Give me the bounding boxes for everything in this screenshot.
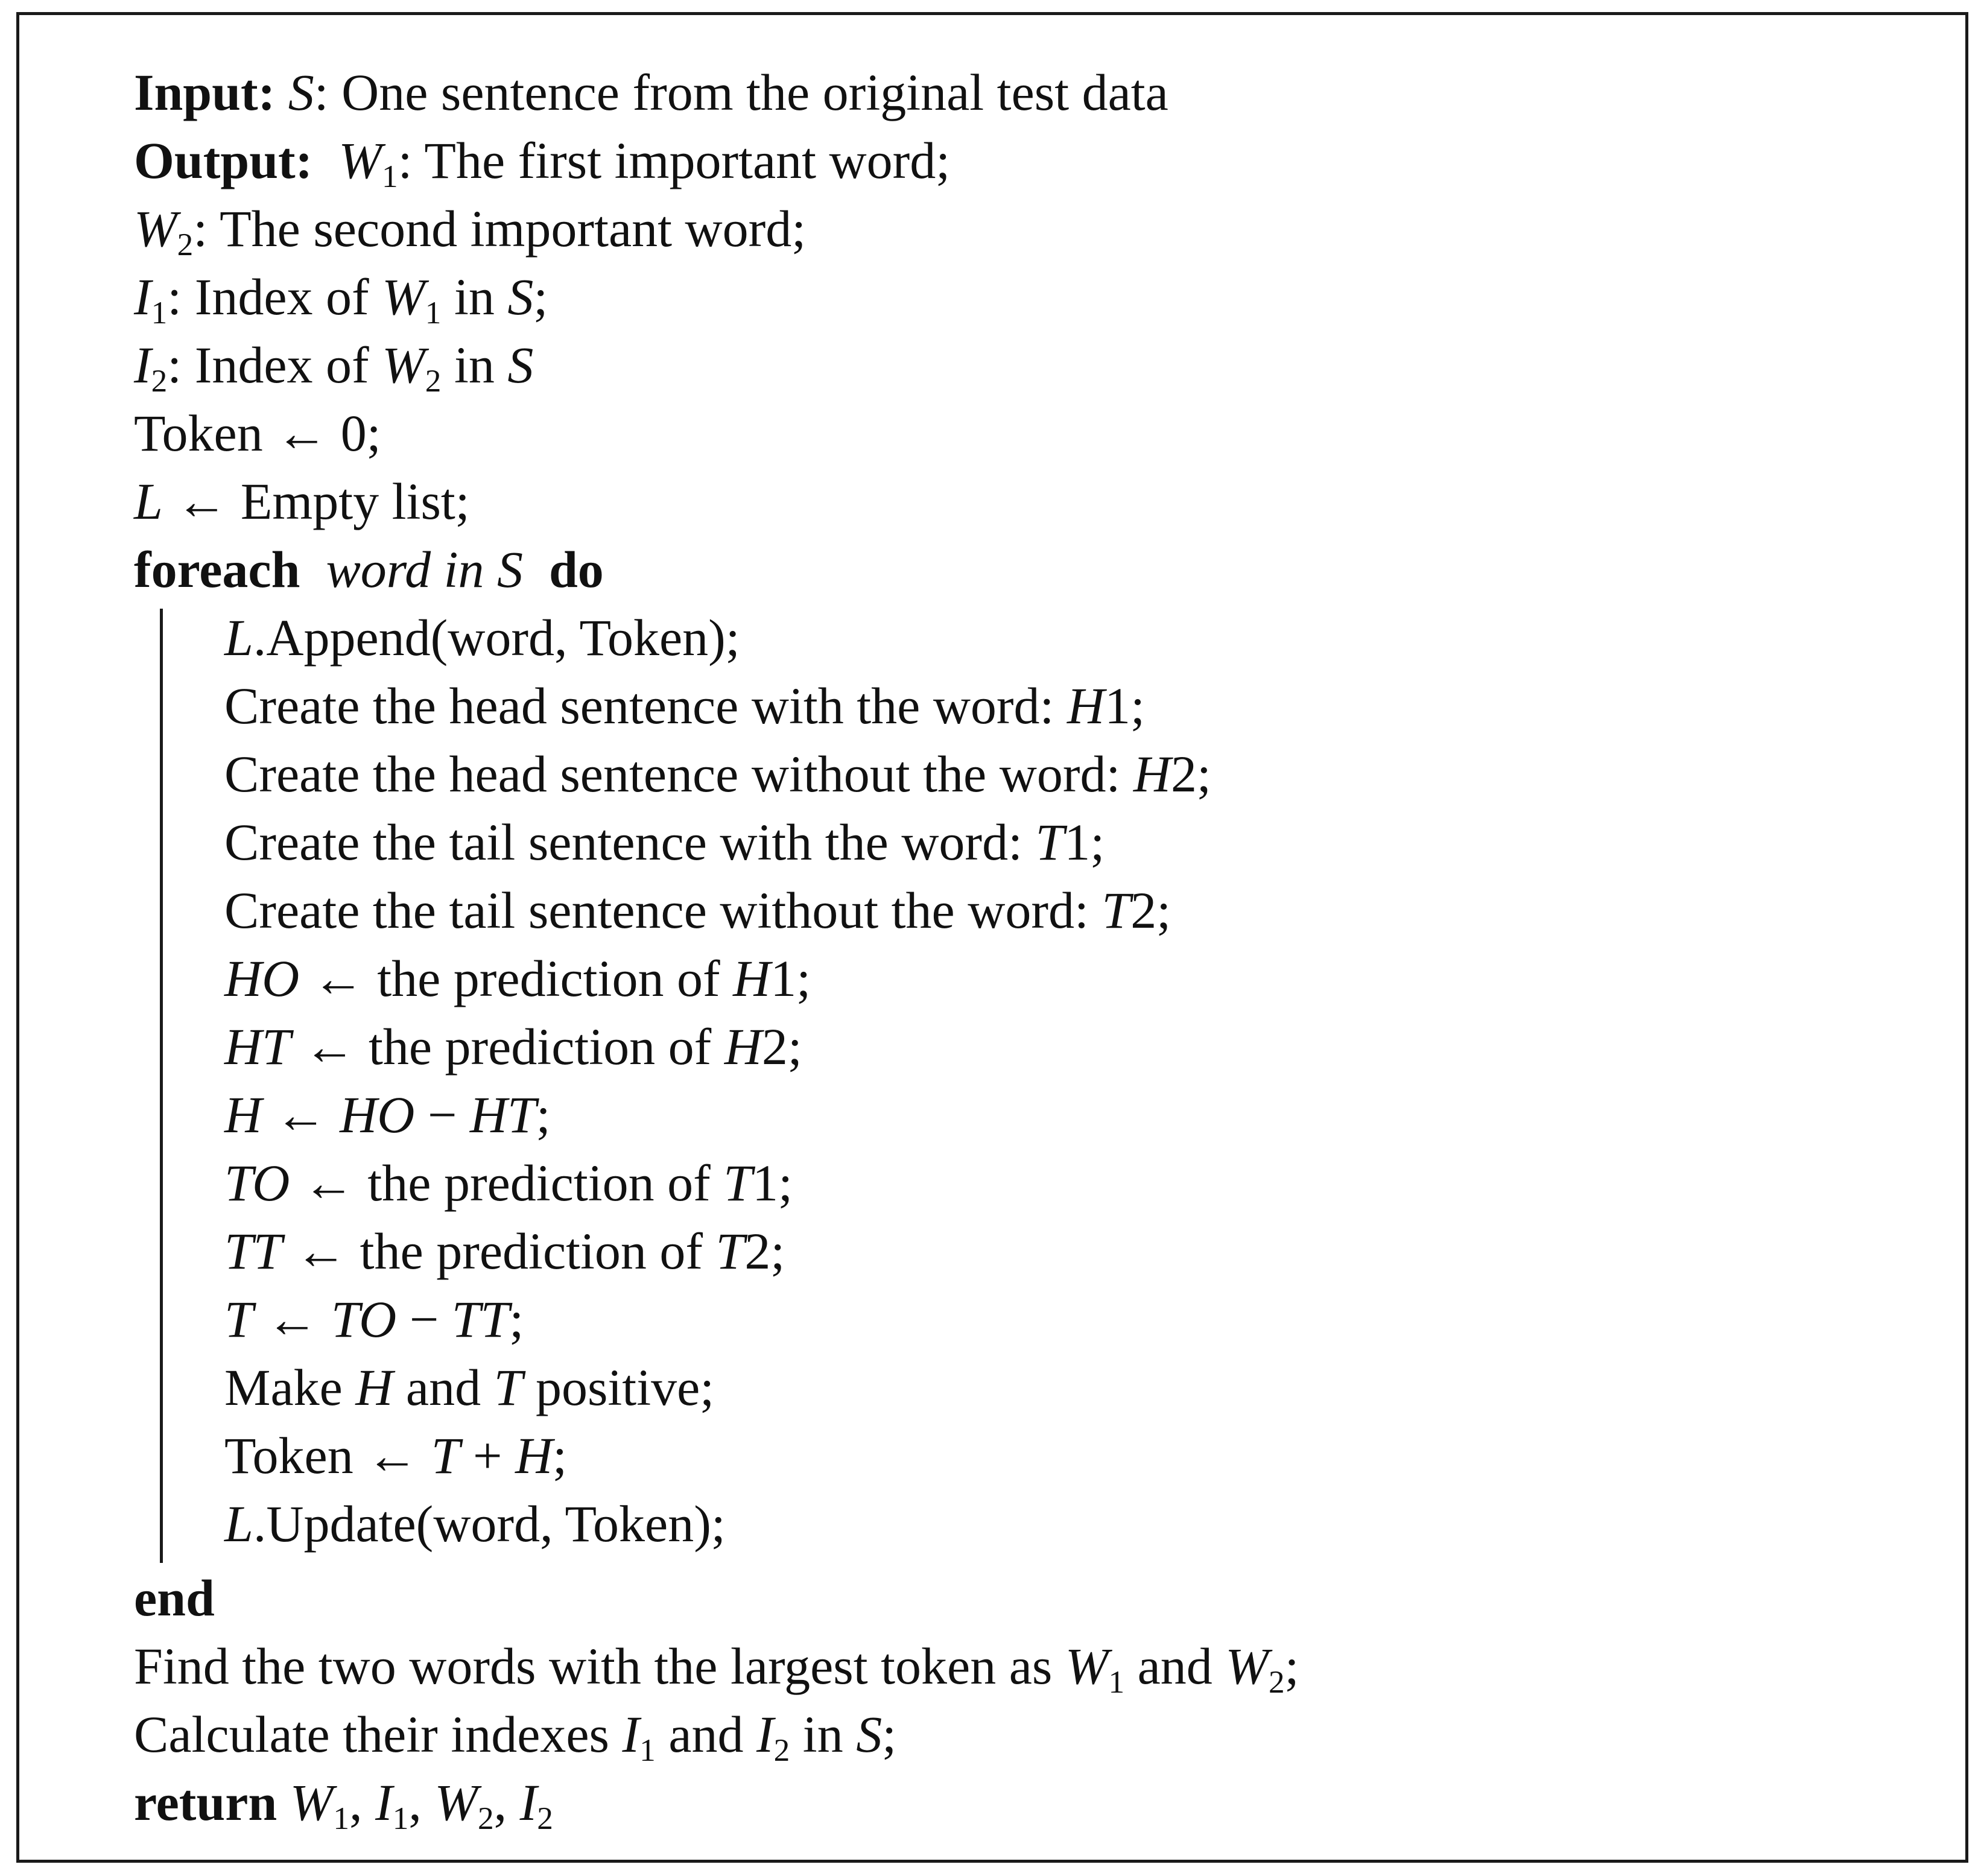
text: ;: [553, 1427, 568, 1485]
text: ←: [262, 1086, 340, 1144]
var-T: T: [1101, 881, 1131, 939]
var-T: T: [723, 1154, 753, 1212]
var-W: W: [290, 1773, 334, 1831]
var-S: S: [507, 268, 534, 326]
output-label: Output:: [134, 132, 313, 189]
head-with-line: [224, 672, 1941, 740]
text: ,: [493, 1773, 520, 1831]
input-label: Input:: [134, 63, 276, 121]
foreach-keyword: foreach: [134, 540, 300, 598]
subscript: 1: [392, 1799, 409, 1836]
var-H: H: [515, 1427, 553, 1485]
text: Create the tail sentence without the word:: [224, 881, 1102, 939]
text: −: [414, 1086, 470, 1144]
subscript: 2: [1268, 1663, 1285, 1700]
text: ;: [882, 1705, 897, 1763]
text: and: [1124, 1637, 1226, 1695]
text: ;: [1284, 1637, 1299, 1695]
var-I: I: [622, 1705, 640, 1763]
subscript: 1: [639, 1731, 656, 1768]
text: 1: [752, 1154, 779, 1212]
var-W: W: [1225, 1637, 1269, 1695]
ht-line: [224, 1013, 1941, 1081]
var-S: S: [856, 1705, 883, 1763]
text: ← the prediction of: [290, 1154, 724, 1212]
text: ,: [349, 1773, 376, 1831]
text: ;: [1130, 677, 1145, 735]
text: : Index of: [167, 336, 382, 394]
text: .Append(word, Token);: [253, 609, 740, 667]
text: in: [441, 336, 508, 394]
subscript: 2: [177, 226, 194, 262]
var-TT: TT: [451, 1290, 510, 1348]
var-HT: HT: [469, 1086, 536, 1144]
var-H: H: [733, 949, 771, 1007]
text: .Update(word, Token);: [253, 1495, 726, 1553]
var-T: T: [224, 1290, 253, 1348]
subscript: 1: [1108, 1663, 1125, 1700]
text: ;: [1156, 881, 1171, 939]
tail-without-line: [224, 876, 1941, 945]
text: ;: [533, 268, 548, 326]
text: ;: [778, 1154, 793, 1212]
text: 1: [1105, 677, 1131, 735]
text: ←: [253, 1290, 331, 1348]
var-S: S: [507, 336, 534, 394]
text: ← Empty list;: [162, 472, 470, 530]
text: in: [790, 1705, 857, 1763]
text: 2: [744, 1222, 771, 1280]
end-keyword: end: [134, 1569, 215, 1627]
text: positive;: [522, 1358, 715, 1416]
list-init-line: [134, 467, 1941, 536]
var-TT: TT: [224, 1222, 282, 1280]
var-L: L: [224, 1495, 253, 1553]
return-line: [134, 1769, 1941, 1837]
text: ;: [536, 1086, 551, 1144]
text: Create the tail sentence with the word:: [224, 813, 1036, 871]
var-L: L: [224, 609, 253, 667]
var-HT: HT: [224, 1018, 291, 1076]
append-line: [224, 604, 1941, 672]
text: 2: [1170, 745, 1197, 803]
loop-bar: [160, 609, 163, 1563]
var-W: W: [382, 336, 425, 394]
text: −: [396, 1290, 452, 1348]
text: 1: [770, 949, 797, 1007]
subscript: 2: [478, 1799, 494, 1836]
var-HO: HO: [224, 949, 300, 1007]
tail-with-line: [224, 808, 1941, 876]
var-L: L: [134, 472, 163, 530]
subscript: 1: [381, 157, 398, 194]
return-keyword: return: [134, 1773, 277, 1831]
var-TO: TO: [224, 1154, 290, 1212]
algorithm-body: [134, 59, 1941, 1837]
var-W: W: [134, 200, 177, 258]
do-keyword: do: [548, 540, 604, 598]
text: ;: [787, 1018, 802, 1076]
text: ;: [509, 1290, 524, 1348]
output-line-w2: [134, 195, 1941, 263]
to-line: [224, 1149, 1941, 1217]
text: Token ←: [224, 1427, 431, 1485]
text: Create the head sentence without the word:: [224, 745, 1133, 803]
algorithm-box: [16, 12, 1968, 1863]
text: and: [655, 1705, 756, 1763]
text: +: [460, 1427, 516, 1485]
h-diff-line: [224, 1081, 1941, 1149]
var-I: I: [134, 268, 151, 326]
text: ← the prediction of: [299, 949, 734, 1007]
var-I: I: [134, 336, 151, 394]
var-H: H: [224, 1086, 262, 1144]
subscript: 2: [537, 1799, 553, 1836]
text: 1: [1064, 813, 1091, 871]
var-I: I: [756, 1705, 774, 1763]
text: 2: [761, 1018, 788, 1076]
output-w1-description: : The first important word;: [398, 132, 951, 189]
token-init-line: Token ← 0;: [134, 404, 381, 462]
foreach-line: [134, 536, 1941, 604]
output-line-w1: [134, 127, 1941, 195]
output-line-i2: [134, 331, 1941, 399]
text: ← the prediction of: [282, 1222, 716, 1280]
ho-line: [224, 945, 1941, 1013]
text: ;: [1196, 745, 1211, 803]
var-S: S: [288, 63, 314, 121]
var-W: W: [434, 1773, 478, 1831]
var-T: T: [493, 1358, 523, 1416]
loop-body: [134, 604, 1941, 1558]
var-H: H: [724, 1018, 762, 1076]
make-positive-line: [224, 1354, 1941, 1422]
token-update-line: [224, 1422, 1941, 1490]
t-diff-line: [224, 1285, 1941, 1354]
text: ;: [770, 1222, 785, 1280]
text: and: [393, 1358, 494, 1416]
var-W: W: [382, 268, 425, 326]
var-T: T: [715, 1222, 745, 1280]
subscript: 2: [151, 362, 168, 399]
subscript: 1: [333, 1799, 350, 1836]
subscript: 2: [425, 362, 442, 399]
find-line: [134, 1632, 1941, 1700]
head-without-line: [224, 740, 1941, 808]
text: : Index of: [167, 268, 382, 326]
text: Find the two words with the largest token as: [134, 1637, 1065, 1695]
var-I: I: [519, 1773, 537, 1831]
text: ,: [408, 1773, 435, 1831]
text: Calculate their indexes: [134, 1705, 623, 1763]
subscript: 1: [151, 294, 168, 331]
var-HO: HO: [340, 1086, 415, 1144]
subscript: 1: [425, 294, 442, 331]
var-T: T: [431, 1427, 460, 1485]
text: in: [441, 268, 508, 326]
list-update-line: [224, 1490, 1941, 1558]
var-H: H: [1133, 745, 1171, 803]
var-W: W: [1065, 1637, 1109, 1695]
text: ;: [1090, 813, 1105, 871]
end-line: [134, 1564, 1941, 1632]
foreach-condition: word in S: [326, 540, 523, 598]
subscript: 2: [773, 1731, 790, 1768]
var-H: H: [355, 1358, 393, 1416]
text: ← the prediction of: [290, 1018, 724, 1076]
var-W: W: [338, 132, 382, 189]
var-TO: TO: [331, 1290, 397, 1348]
tt-line: [224, 1217, 1941, 1285]
output-line-i1: [134, 263, 1941, 331]
input-line: [134, 59, 1941, 127]
output-w2-description: : The second important word;: [193, 200, 807, 258]
text: ;: [796, 949, 811, 1007]
calculate-line: [134, 1700, 1941, 1769]
var-H: H: [1067, 677, 1105, 735]
text: 2: [1130, 881, 1157, 939]
text: Create the head sentence with the word:: [224, 677, 1067, 735]
input-description: : One sentence from the original test data: [314, 63, 1168, 121]
var-I: I: [375, 1773, 393, 1831]
text: Make: [224, 1358, 356, 1416]
var-T: T: [1035, 813, 1065, 871]
